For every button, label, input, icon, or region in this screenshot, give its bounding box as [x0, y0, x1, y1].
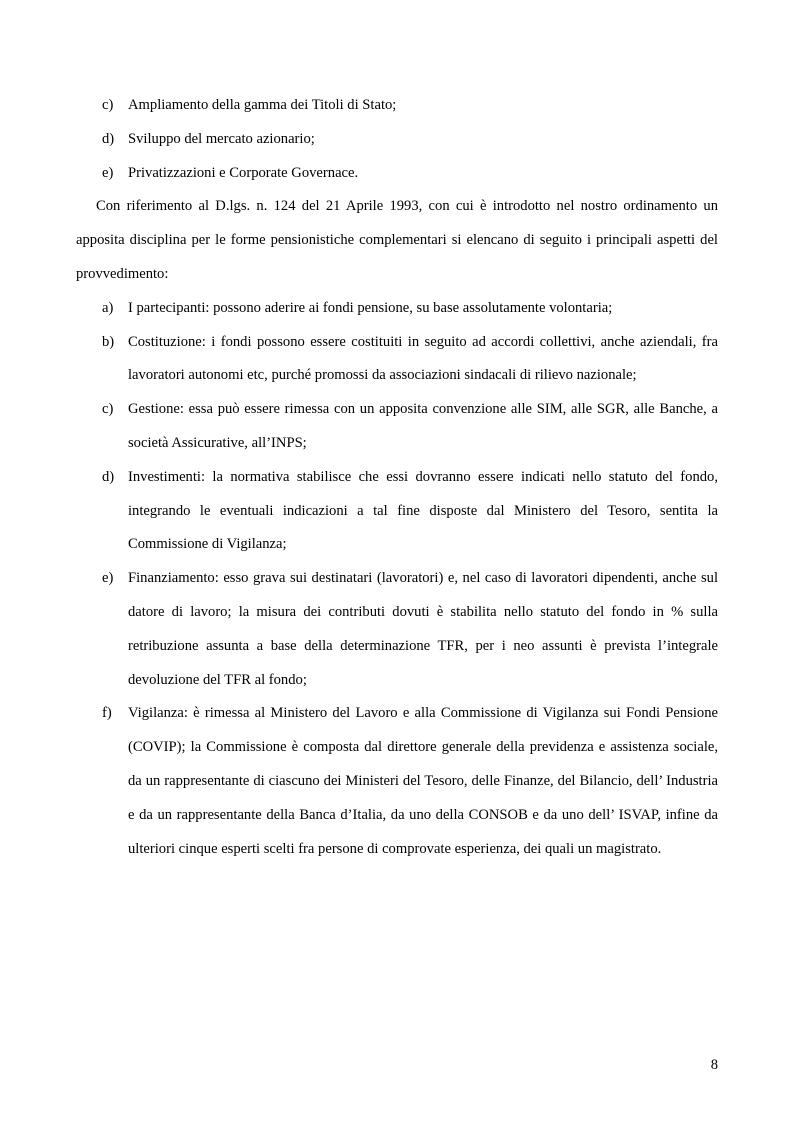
intro-paragraph: Con riferimento al D.lgs. n. 124 del 21 Aprile 1993, con cui è introdotto nel nostro ordinamento un apposita disciplina per le forme pensionistiche complementari si elencano di seguito i principali aspetti del provvedimento:: [76, 198, 718, 282]
list-marker: b): [102, 333, 115, 350]
list-item-text: Sviluppo del mercato azionario;: [128, 130, 315, 147]
list-item-text: Gestione: essa può essere rimessa con un apposita convenzione alle SIM, alle SGR, alle Banche, a società Assicurative, all’INPS;: [128, 401, 718, 451]
list-item-text: Vigilanza: è rimessa al Ministero del Lavoro e alla Commissione di Vigilanza sui Fondi Pensione (COVIP); la Commissione è composta dal direttore generale della previdenza e assistenza sociale, da un rappresentante di ciascuno dei Ministeri del Tesoro, delle Finanze, del Bilancio, dell’ Industria e da un rappresentante della Banca d’Italia, da uno della CONSOB e da uno dell’ ISVAP, infine da ulteriori cinque esperti scelti fra persone di comprovate esperienza, dei quali un magistrato.: [128, 705, 718, 857]
list-item: [76, 89, 718, 123]
provisions-list: [76, 292, 718, 867]
list-item-text: Costituzione: i fondi possono essere costituiti in seguito ad accordi collettivi, anche aziendali, fra lavoratori autonomi etc, purché promossi da associazioni sindacali di rilievo nazionale;: [128, 333, 718, 384]
page-number: 8: [710, 1057, 718, 1073]
list-item: [76, 123, 718, 157]
list-item: [76, 461, 718, 562]
list-item-text: Ampliamento della gamma dei Titoli di Stato;: [128, 97, 397, 113]
list-item: [76, 292, 718, 326]
list-marker: f): [102, 705, 112, 722]
list-marker: c): [102, 401, 114, 418]
list-item-text: Investimenti: la normativa stabilisce che essi dovranno essere indicati nello statuto del fondo, integrando le eventuali indicazioni a tal fine disposte dal Ministero del Tesoro, sentita la Commissione di Vigilanza;: [128, 468, 718, 553]
list-item: [76, 697, 718, 866]
list-marker: c): [102, 97, 114, 113]
list-marker: e): [102, 164, 114, 181]
list-marker: d): [102, 468, 115, 485]
list-marker: d): [102, 130, 115, 147]
list-marker: e): [102, 570, 114, 587]
list-item-text: I partecipanti: possono aderire ai fondi pensione, su base assolutamente volontaria;: [128, 299, 613, 316]
list-marker: a): [102, 299, 114, 316]
objectives-list: [76, 89, 718, 190]
list-item: [76, 562, 718, 697]
list-item: [76, 393, 718, 461]
body-text: [76, 89, 718, 866]
list-item-text: Finanziamento: esso grava sui destinatari (lavoratori) e, nel caso di lavoratori dipendenti, anche sul datore di lavoro; la misura dei contributi dovuti è stabilita nello statuto del fondo in % sulla retribuzione assunta a base della determinazione TFR, per i neo assunti è prevista l’integrale devoluzione del TFR al fondo;: [128, 570, 718, 688]
list-item: [76, 326, 718, 394]
list-item: [76, 157, 718, 191]
list-item-text: Privatizzazioni e Corporate Governace.: [128, 164, 359, 181]
